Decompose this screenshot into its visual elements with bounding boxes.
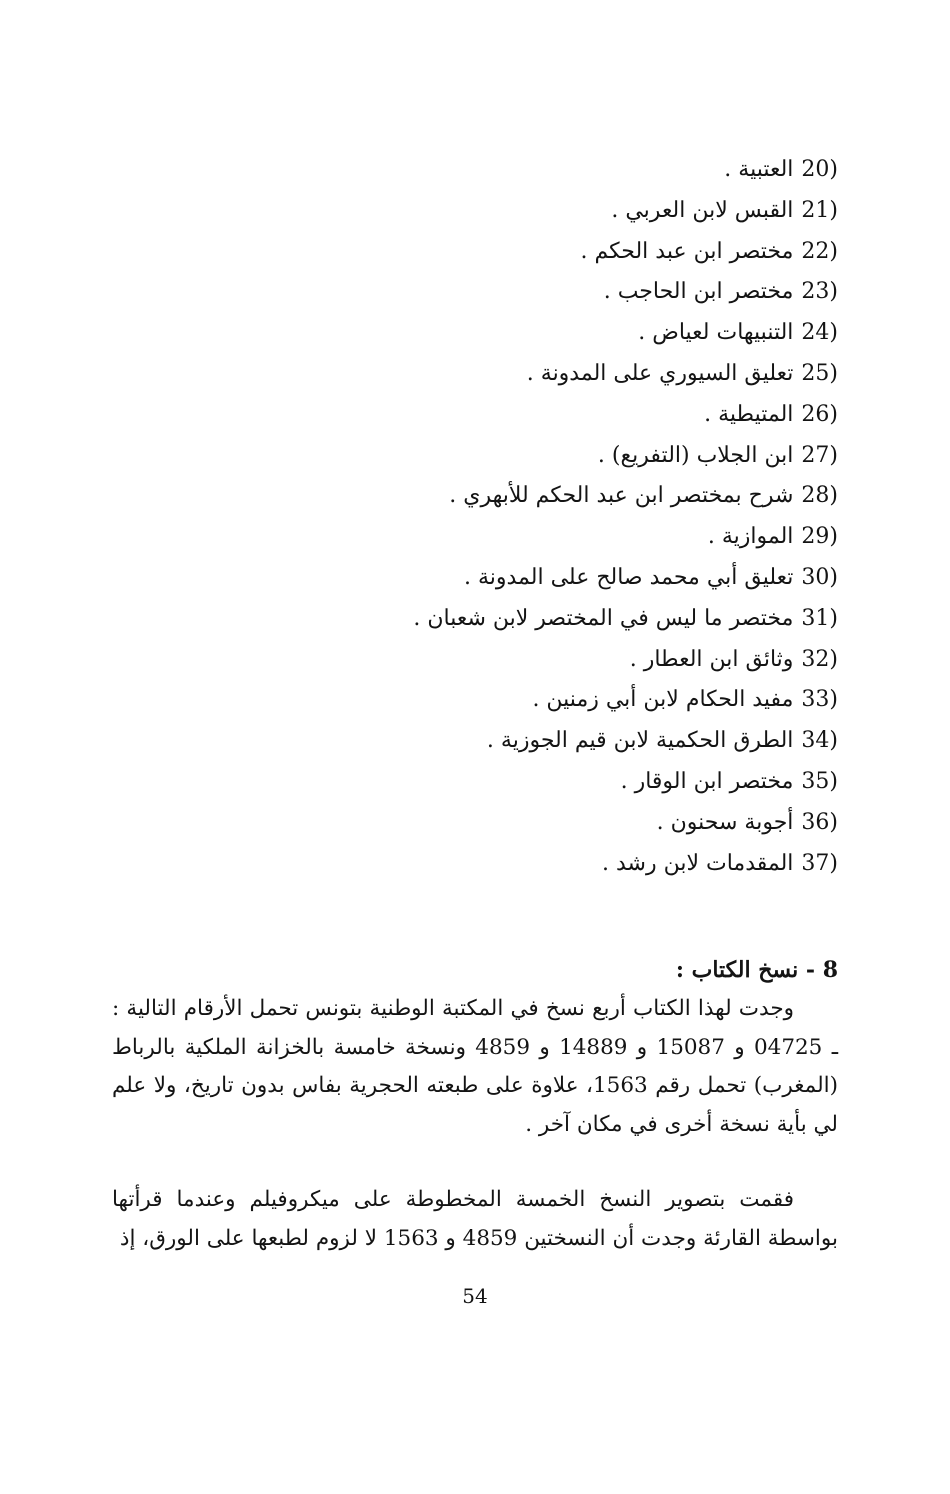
list-item-number: 31): [801, 605, 838, 631]
list-item-text: القبس لابن العربي .: [611, 197, 794, 223]
list-item-text: مفيد الحكام لابن أبي زمنين .: [532, 687, 794, 713]
list-item-text: الطرق الحكمية لابن قيم الجوزية .: [486, 728, 794, 754]
list-item-number: 27): [801, 442, 838, 468]
list-item: [413, 476, 838, 517]
list-item-text: أجوبة سحنون .: [656, 809, 794, 835]
list-item: [413, 150, 838, 191]
list-item: [413, 721, 838, 762]
list-item-number: 30): [801, 564, 838, 590]
section-heading: 8 - نسخ الكتاب :: [675, 957, 838, 983]
list-item-text: الموازية .: [707, 524, 794, 550]
list-item-number: 24): [801, 320, 838, 346]
list-item-text: مختصر ابن الحاجب .: [603, 279, 794, 305]
list-item-number: 37): [801, 850, 838, 876]
list-item-number: 32): [801, 646, 838, 672]
list-item-text: وثائق ابن العطار .: [629, 646, 794, 672]
list-item-text: تعليق السيوري على المدونة .: [526, 360, 794, 386]
page-number: 54: [462, 1284, 488, 1308]
paragraph-text: فقمت بتصوير النسخ الخمسة المخطوطة على ميكروفيلم وعندما قرأتها بواسطة القارئة وجدت أن النسختين 4859 و 1563 لا لزوم لطبعها على الورق، إذ: [112, 1187, 838, 1251]
list-item: [413, 395, 838, 436]
list-item-text: المتيطية .: [704, 401, 794, 427]
list-item-number: 26): [801, 401, 838, 427]
list-item-text: العتبية .: [724, 157, 794, 182]
list-item: [413, 354, 838, 395]
list-item: [413, 558, 838, 599]
paragraph-text: وجدت لهذا الكتاب أربع نسخ في المكتبة الوطنية بتونس تحمل الأرقام التالية : ـ 04725 و 15087 و 14889 و 4859 ونسخة خامسة بالخزانة الملكية بالرباط (المغرب) تحمل رقم 1563، علاوة على طبعته الحجرية بفاس بدون تاريخ، ولا علم لي بأية نسخة أخرى في مكان آخر .: [112, 996, 839, 1137]
list-item-text: مختصر ابن الوقار .: [620, 768, 794, 794]
list-item: [413, 517, 838, 558]
list-item-number: 29): [801, 524, 838, 550]
list-item-text: مختصر ما ليس في المختصر لابن شعبان .: [413, 605, 794, 631]
list-item: [413, 272, 838, 313]
list-item-number: 35): [801, 768, 838, 794]
list-item-number: 21): [801, 197, 838, 223]
list-item-text: شرح بمختصر ابن عبد الحكم للأبهري .: [449, 483, 794, 509]
list-item: [413, 844, 838, 885]
list-item: [413, 640, 838, 681]
list-item: [413, 680, 838, 721]
list-item: [413, 232, 838, 273]
list-item-number: 23): [801, 279, 838, 305]
list-item: [413, 191, 838, 232]
list-item-text: المقدمات لابن رشد .: [602, 850, 794, 876]
sources-list: [413, 150, 838, 884]
list-item-number: 34): [801, 728, 838, 754]
list-item-number: 22): [801, 238, 838, 264]
list-item: [413, 803, 838, 844]
list-item-text: التنبيهات لعياض .: [638, 320, 794, 346]
list-item: [413, 313, 838, 354]
list-item-text: مختصر ابن عبد الحكم .: [580, 238, 794, 264]
list-item-number: 28): [801, 483, 838, 509]
list-item: [413, 762, 838, 803]
body-paragraph: [112, 990, 838, 1144]
list-item-text: تعليق أبي محمد صالح على المدونة .: [463, 564, 794, 590]
list-item-text: ابن الجلاب (التفريع) .: [597, 442, 794, 468]
list-item-number: 33): [801, 687, 838, 713]
list-item-number: 36): [801, 809, 838, 835]
list-item-number: 20): [801, 157, 838, 182]
body-paragraph: [112, 1181, 838, 1258]
list-item: [413, 599, 838, 640]
list-item-number: 25): [801, 360, 838, 386]
list-item: [413, 436, 838, 477]
